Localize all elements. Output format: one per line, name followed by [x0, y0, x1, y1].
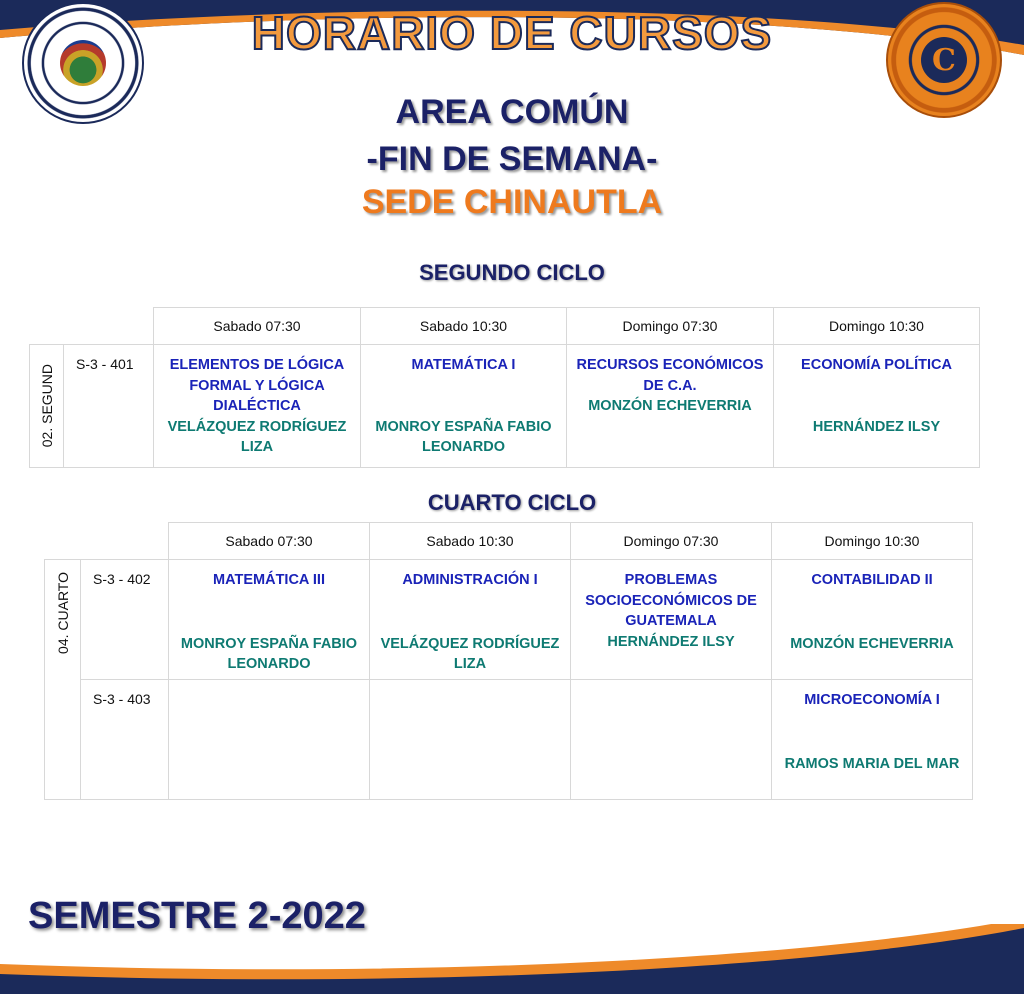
- schedule-cell: [169, 680, 370, 800]
- teacher-name: MONZÓN ECHEVERRIA: [588, 398, 752, 414]
- header-domingo-0730: Domingo 07:30: [571, 523, 772, 560]
- schedule-cell: [567, 345, 774, 468]
- course-name: RECURSOS ECONÓMICOS DE C.A.: [576, 357, 764, 394]
- header-sabado-1030: Sabado 10:30: [370, 523, 571, 560]
- teacher-name: MONZÓN ECHEVERRIA: [790, 635, 954, 652]
- schedule-cell: [571, 680, 772, 800]
- group-label: S-3 - 402: [81, 560, 169, 680]
- teacher-name: RAMOS MARIA DEL MAR: [784, 755, 960, 772]
- schedule-cell: [370, 560, 571, 680]
- teacher-name: HERNÁNDEZ ILSY: [812, 418, 941, 435]
- header-sabado-1030: Sabado 10:30: [361, 308, 567, 345]
- level-cell: [45, 560, 81, 800]
- schedule-cell: [154, 345, 361, 468]
- header-domingo-0730: Domingo 07:30: [567, 308, 774, 345]
- schedule-cell: [772, 680, 973, 800]
- level-label: 04. CUARTO: [54, 572, 71, 654]
- course-name: MATEMÁTICA III: [213, 572, 325, 588]
- economics-faculty-seal-logo: C: [886, 2, 1002, 118]
- segundo-ciclo-table: [29, 307, 980, 468]
- course-name: MATEMÁTICA I: [411, 357, 516, 373]
- area-title: AREA COMÚN: [395, 93, 629, 131]
- course-name: ELEMENTOS DE LÓGICA FORMAL Y LÓGICA DIALÉCTICA: [169, 357, 345, 414]
- schedule-cell: [169, 560, 370, 680]
- campus-title: SEDE CHINAUTLA: [361, 183, 663, 221]
- course-name: MICROECONOMÍA I: [804, 692, 940, 708]
- schedule-cell: [361, 345, 567, 468]
- header-sabado-0730: Sabado 07:30: [169, 523, 370, 560]
- weekend-title: -FIN DE SEMANA-: [366, 140, 658, 178]
- cuarto-ciclo-title: CUARTO CICLO: [427, 490, 597, 515]
- teacher-name: VELÁZQUEZ RODRÍGUEZ LIZA: [167, 418, 347, 455]
- teacher-name: HERNÁNDEZ ILSY: [607, 633, 735, 650]
- page-title: HORARIO DE CURSOS: [251, 7, 773, 59]
- schedule-cell: [774, 345, 980, 468]
- semester-label: SEMESTRE 2-2022: [28, 895, 366, 937]
- course-name: ADMINISTRACIÓN I: [402, 572, 538, 588]
- teacher-name: MONROY ESPAÑA FABIO LEONARDO: [180, 635, 358, 672]
- header-domingo-1030: Domingo 10:30: [772, 523, 973, 560]
- teacher-name: MONROY ESPAÑA FABIO LEONARDO: [375, 418, 552, 455]
- group-label: S-3 - 401: [64, 345, 154, 468]
- teacher-name: VELÁZQUEZ RODRÍGUEZ LIZA: [380, 635, 560, 672]
- schedule-cell: [571, 560, 772, 680]
- cuarto-ciclo-table: [44, 522, 973, 800]
- schedule-cell: [370, 680, 571, 800]
- course-name: PROBLEMAS SOCIOECONÓMICOS DE GUATEMALA: [585, 572, 757, 629]
- schedule-cell: [772, 560, 973, 680]
- course-name: ECONOMÍA POLÍTICA: [801, 357, 952, 373]
- level-label: 02. SEGUND: [38, 364, 55, 448]
- header-sabado-0730: Sabado 07:30: [154, 308, 361, 345]
- group-label: S-3 - 403: [81, 680, 169, 800]
- segundo-ciclo-title: SEGUNDO CICLO: [419, 260, 605, 285]
- level-cell: [30, 345, 64, 468]
- header-domingo-1030: Domingo 10:30: [774, 308, 980, 345]
- course-name: CONTABILIDAD II: [811, 572, 933, 588]
